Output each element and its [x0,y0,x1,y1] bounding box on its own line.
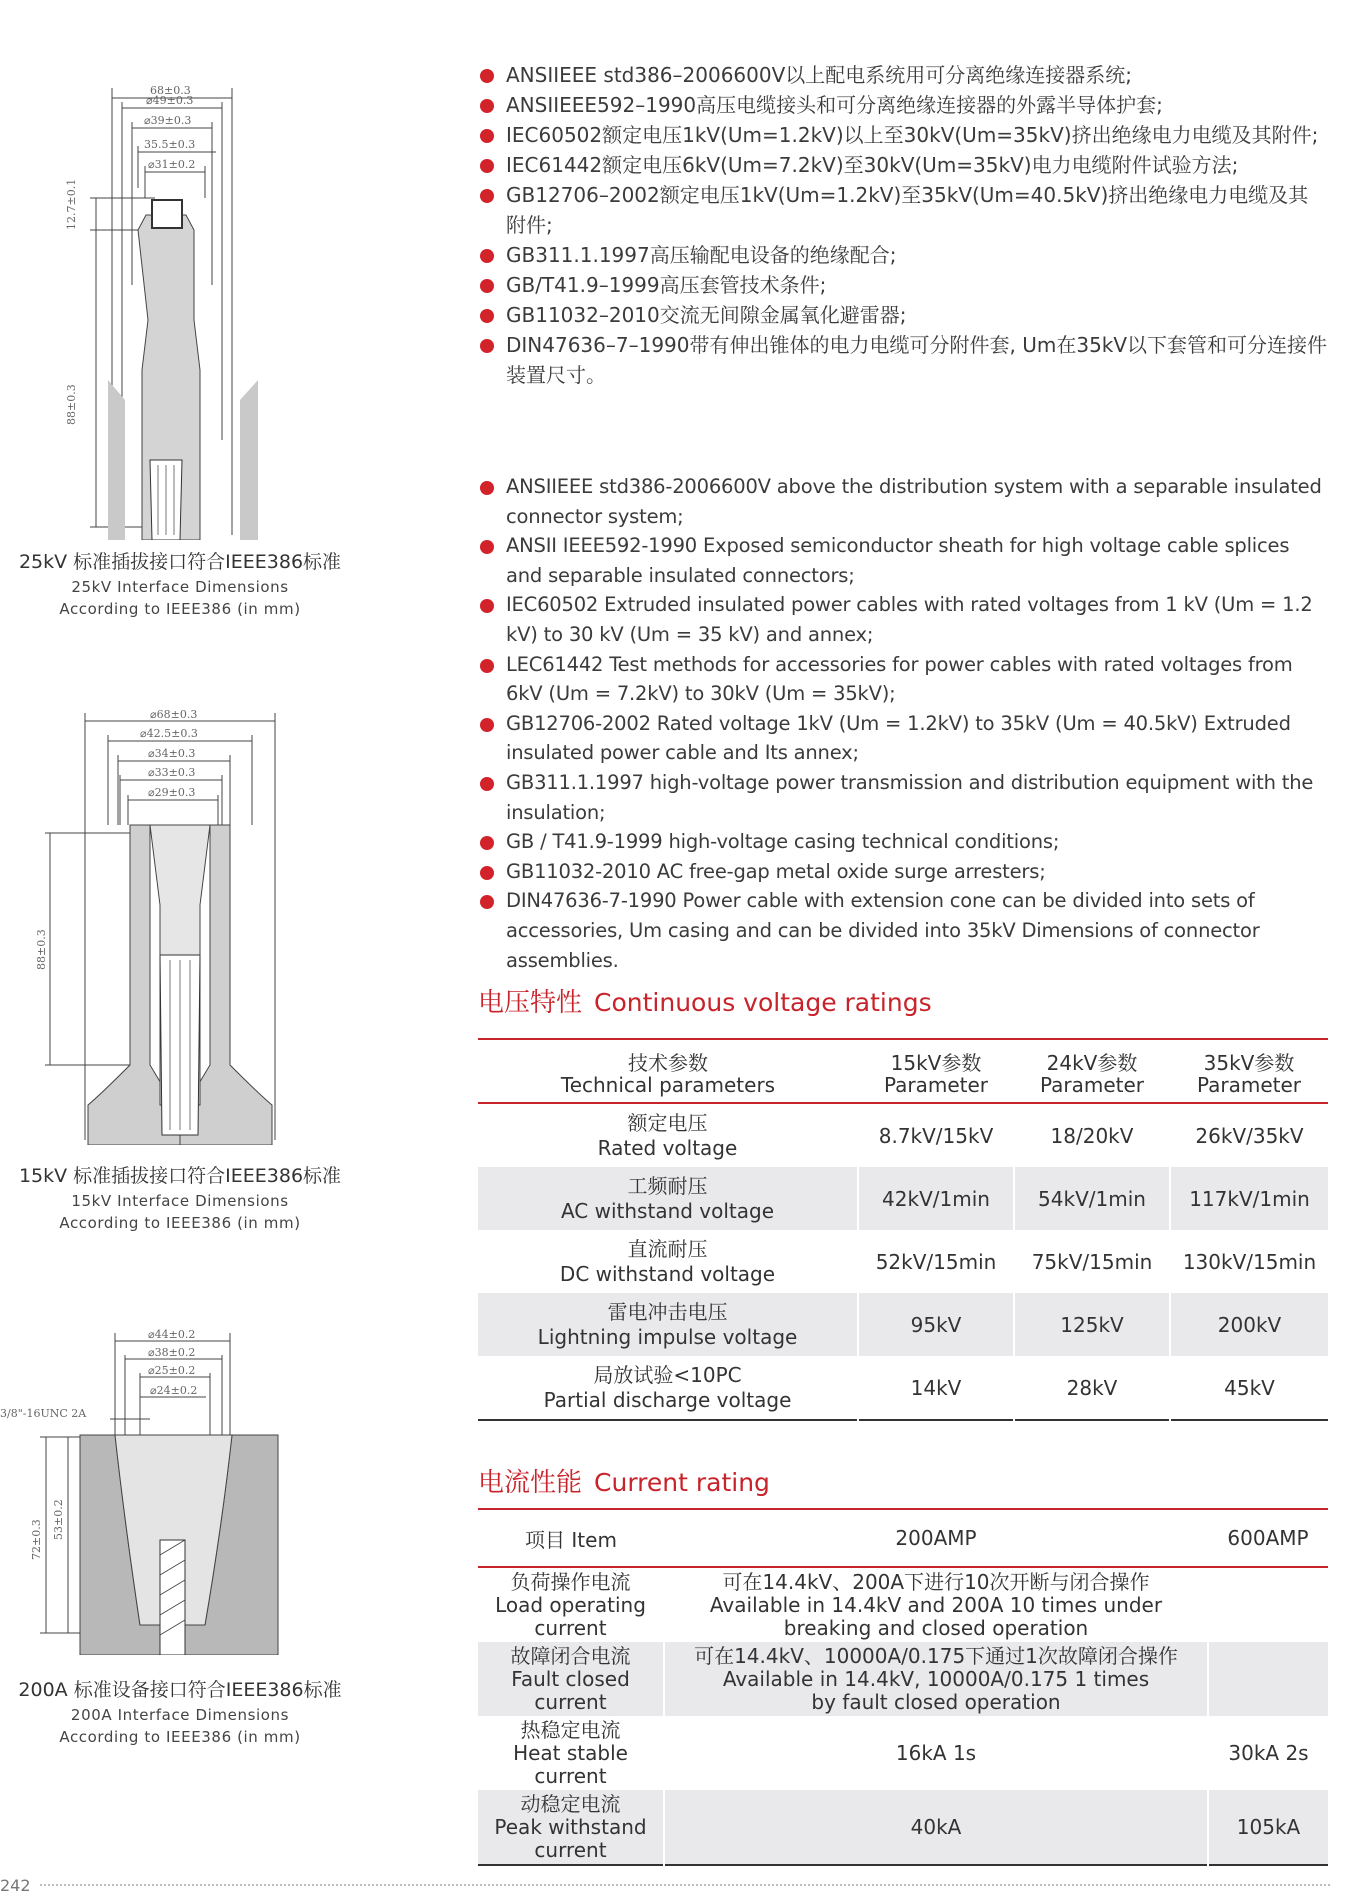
dim-label: ⌀42.5±0.3 [140,727,198,740]
dim-label: ⌀24±0.2 [150,1384,198,1397]
table-cell: 75kV/15min [1014,1230,1170,1293]
dim-label: ⌀29±0.3 [148,786,196,799]
label-zh: 局放试验<10PC [593,1362,742,1387]
label-en: Rated voltage [597,1135,738,1160]
dim-label: ⌀33±0.3 [148,766,196,779]
cell-line: 可在14.4kV、10000A/0.175下通过1次故障闭合操作 [694,1643,1178,1668]
caption-zh: 15kV 标准插拔接口符合IEEE386标准 [18,1165,342,1187]
table-cell: 8.7kV/15kV [858,1103,1014,1167]
table-cell: 40kA [664,1790,1208,1865]
list-item: IEC61442额定电压6kV(Um=7.2kV)至30kV(Um=35kV)电力电缆附件试验方法; [478,150,1328,180]
list-item: GB311.1.1997高压输配电设备的绝缘配合; [478,240,1328,270]
dim-label: 88±0.3 [65,384,78,425]
label-line: Fault closed [511,1666,630,1691]
table-cell: 105kA [1208,1790,1328,1865]
cell-line: Available in 14.4kV and 200A 10 times under [709,1592,1163,1617]
row-label [478,1790,664,1865]
cell-line: by fault closed operation [811,1689,1061,1714]
table-cell: 28kV [1014,1356,1170,1420]
label-line: current [534,1763,607,1788]
column-header [858,1039,1014,1103]
column-header [1014,1039,1170,1103]
caption-zh: 25kV 标准插拔接口符合IEEE386标准 [18,551,342,573]
cell-line: 可在14.4kV、200A下进行10次开断与闭合操作 [722,1569,1150,1594]
table-row [478,1716,1328,1790]
section-title-voltage [478,982,932,1019]
voltage-ratings-table [478,1038,1328,1421]
label-line: Peak withstand [494,1814,647,1839]
standards-list-en [478,472,1328,975]
dim-label: ⌀25±0.2 [148,1364,196,1377]
row-label [478,1716,664,1790]
table-cell: 45kV [1170,1356,1328,1420]
table-cell [664,1642,1208,1716]
list-item: GB311.1.1997 high-voltage power transmission and distribution equipment with the insulation; [478,768,1328,827]
label-zh: 雷电冲击电压 [607,1299,728,1324]
list-item: ANSIIEEE std386-2006600V above the distribution system with a separable insulated connector system; [478,472,1328,531]
list-item: GB12706–2002额定电压1kV(Um=1.2kV)至35kV(Um=40.5kV)挤出绝缘电力电缆及其附件; [478,180,1328,240]
table-cell: 200kV [1170,1293,1328,1356]
column-header [1170,1039,1328,1103]
dim-label: ⌀44±0.2 [148,1328,196,1341]
row-label [478,1230,858,1293]
row-label [478,1642,664,1716]
dim-label: ⌀49±0.3 [146,94,194,107]
cell-line: breaking and closed operation [783,1615,1089,1640]
table-cell: 26kV/35kV [1170,1103,1328,1167]
section-title-zh: 电流性能 [478,1468,583,1498]
caption-zh: 200A 标准设备接口符合IEEE386标准 [18,1679,342,1701]
header-zh: 24kV参数 [1046,1051,1138,1075]
list-item: GB / T41.9-1999 high-voltage casing technical conditions; [478,827,1328,857]
caption-15kv [0,1162,360,1234]
table-cell: 14kV [858,1356,1014,1420]
table-cell [1208,1567,1328,1642]
cell-line: Available in 14.4kV, 10000A/0.175 1 times [722,1666,1150,1691]
list-item: GB/T41.9–1999高压套管技术条件; [478,270,1328,300]
table-row [478,1790,1328,1865]
list-item: IEC60502额定电压1kV(Um=1.2kV)以上至30kV(Um=35kV)挤出绝缘电力电缆及其附件; [478,120,1328,150]
table-cell: 30kA 2s [1208,1716,1328,1790]
label-en: Lightning impulse voltage [537,1324,798,1349]
footer-divider [40,1884,1330,1886]
header-en: Technical parameters [560,1073,776,1097]
label-zh: 工频耐压 [627,1173,708,1198]
dim-label: ⌀34±0.3 [148,747,196,760]
caption-en: 200A Interface Dimensions [70,1706,290,1724]
row-label [478,1567,664,1642]
label-line: 负荷操作电流 [510,1569,631,1594]
list-item: GB12706-2002 Rated voltage 1kV (Um = 1.2kV) to 35kV (Um = 40.5kV) Extruded insulated power cable and Its annex; [478,709,1328,768]
list-item: ANSII IEEE592-1990 Exposed semiconductor sheath for high voltage cable splices and separable insulated connectors; [478,531,1328,590]
drawings-column [0,0,470,1894]
label-line: current [534,1615,607,1640]
list-item: DIN47636–7–1990带有伸出锥体的电力电缆可分附件套, Um在35kV以下套管和可分连接件装置尺寸。 [478,330,1328,390]
table-cell: 52kV/15min [858,1230,1014,1293]
table-row [478,1167,1328,1230]
list-item: DIN47636-7-1990 Power cable with extension cone can be divided into sets of accessories, Um casing and can be divided into 35kV Dimensions of connector assemblies. [478,886,1328,975]
label-line: Load operating [495,1592,646,1617]
table-header-row [478,1039,1328,1103]
page-number: 242 [0,1876,31,1895]
header-zh: 15kV参数 [890,1051,982,1075]
header-zh: 技术参数 [628,1051,708,1075]
column-header [478,1039,858,1103]
section-title-en: Current rating [594,1468,770,1497]
table-row [478,1356,1328,1420]
section-title-en: Continuous voltage ratings [594,988,932,1017]
current-rating-table [478,1508,1328,1866]
label-zh: 额定电压 [627,1110,708,1135]
dim-label: ⌀31±0.2 [148,158,196,171]
table-cell [664,1567,1208,1642]
column-header: 600AMP [1208,1509,1328,1567]
table-row [478,1567,1328,1642]
label-line: 故障闭合电流 [510,1643,631,1668]
standards-list-zh [478,60,1328,390]
column-header: 项目 Item [478,1509,664,1567]
table-cell: 130kV/15min [1170,1230,1328,1293]
list-item: LEC61442 Test methods for accessories for power cables with rated voltages from 6kV (Um = 7.2kV) to 30kV (Um = 35kV); [478,650,1328,709]
table-cell: 18/20kV [1014,1103,1170,1167]
header-zh: 35kV参数 [1203,1051,1295,1075]
label-en: DC withstand voltage [559,1261,776,1286]
label-line: 动稳定电流 [520,1791,621,1816]
dim-label: 12.7±0.1 [65,178,78,230]
header-en: Parameter [883,1073,989,1097]
caption-en: According to IEEE386 (in mm) [59,1214,301,1232]
label-line: current [534,1689,607,1714]
caption-en: According to IEEE386 (in mm) [59,1728,301,1746]
label-line: current [534,1837,607,1862]
table-row [478,1230,1328,1293]
label-zh: 直流耐压 [627,1236,708,1261]
dim-label: ⌀38±0.2 [148,1346,196,1359]
row-label [478,1293,858,1356]
table-cell: 42kV/1min [858,1167,1014,1230]
label-en: Partial discharge voltage [543,1387,792,1412]
label-line: Heat stable [513,1740,628,1765]
table-cell: 117kV/1min [1170,1167,1328,1230]
table-row [478,1293,1328,1356]
section-title-current [478,1462,770,1499]
row-label [478,1356,858,1420]
dim-label: ⌀68±0.3 [150,708,198,721]
label-en: AC withstand voltage [560,1198,775,1223]
drawing-200a-interface [0,1325,360,1655]
list-item: ANSIIEEE592–1990高压电缆接头和可分离绝缘连接器的外露半导体护套; [478,90,1328,120]
list-item: GB11032–2010交流无间隙金属氧化避雷器; [478,300,1328,330]
dim-label: 72±0.3 [30,1519,43,1560]
table-cell: 16kA 1s [664,1716,1208,1790]
header-en: Parameter [1196,1073,1302,1097]
caption-25kv [0,548,360,620]
drawing-15kv-interface [0,705,360,1145]
row-label [478,1103,858,1167]
caption-en: 15kV Interface Dimensions [71,1192,289,1210]
table-cell: 54kV/1min [1014,1167,1170,1230]
drawing-25kv-interface [0,80,360,540]
dim-label: 68±0.3 [150,84,191,97]
caption-200a [0,1676,360,1748]
table-header-row [478,1509,1328,1567]
list-item: GB11032-2010 AC free-gap metal oxide surge arresters; [478,857,1328,887]
table-cell [1208,1642,1328,1716]
table-row [478,1103,1328,1167]
dim-label: ⌀39±0.3 [144,114,192,127]
list-item: IEC60502 Extruded insulated power cables with rated voltages from 1 kV (Um = 1.2 kV) to 30 kV (Um = 35 kV) and annex; [478,590,1328,649]
dim-label: 3/8"-16UNC 2A [0,1407,87,1420]
dim-label: 88±0.3 [35,929,48,970]
caption-en: 25kV Interface Dimensions [71,578,289,596]
table-row [478,1642,1328,1716]
column-header: 200AMP [664,1509,1208,1567]
dim-label: 35.5±0.3 [144,138,196,151]
list-item: ANSIIEEE std386–2006600V以上配电系统用可分离绝缘连接器系统; [478,60,1328,90]
caption-en: According to IEEE386 (in mm) [59,600,301,618]
dim-label: 53±0.2 [52,1499,65,1540]
section-title-zh: 电压特性 [478,988,583,1018]
row-label [478,1167,858,1230]
label-line: 热稳定电流 [520,1717,621,1742]
table-cell: 95kV [858,1293,1014,1356]
table-cell: 125kV [1014,1293,1170,1356]
header-en: Parameter [1039,1073,1145,1097]
